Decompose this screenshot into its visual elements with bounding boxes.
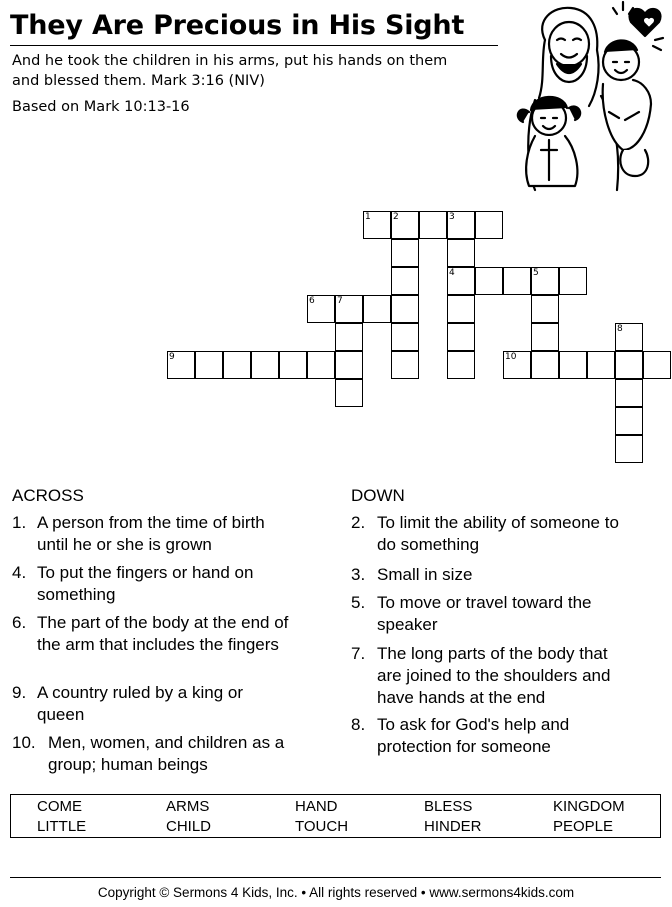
clue-number: 7.	[351, 644, 366, 663]
word-bank-word: ARMS	[166, 798, 210, 815]
across-clue-3	[12, 612, 357, 656]
crossword-cell[interactable]	[363, 211, 391, 239]
clue-number: 4	[449, 268, 455, 278]
clue-text: To move or travel toward the	[377, 593, 592, 612]
crossword-cell[interactable]	[475, 267, 503, 295]
crossword-cell[interactable]	[307, 351, 335, 379]
clue-number: 9	[169, 352, 175, 362]
down-clue-3	[351, 592, 672, 636]
across-clue-1	[12, 512, 357, 556]
clue-text: To put the fingers or hand on	[37, 563, 254, 582]
crossword-cell[interactable]	[335, 351, 363, 379]
clue-number: 2.	[351, 513, 366, 532]
clue-number: 10	[505, 352, 517, 362]
crossword-cell[interactable]	[559, 267, 587, 295]
word-bank-word: TOUCH	[295, 818, 349, 835]
word-bank-word: LITTLE	[37, 818, 87, 835]
clue-number: 7	[337, 296, 343, 306]
crossword-cell[interactable]	[643, 351, 671, 379]
crossword-cell[interactable]	[335, 323, 363, 351]
clue-text: protection for someone	[377, 737, 551, 756]
down-heading: DOWN	[351, 486, 405, 505]
clue-number: 1.	[12, 513, 27, 532]
crossword-cell[interactable]	[391, 239, 419, 267]
crossword-cell[interactable]	[279, 351, 307, 379]
clue-text: do something	[377, 535, 480, 554]
clue-text: Small in size	[377, 565, 473, 584]
crossword-cell[interactable]	[531, 351, 559, 379]
across-clue-2	[12, 562, 357, 606]
clue-text: queen	[37, 705, 85, 724]
clue-number: 5	[533, 268, 539, 278]
down-clue-5	[351, 714, 672, 758]
crossword-cell[interactable]	[223, 351, 251, 379]
clue-text: To ask for God's help and	[377, 715, 570, 734]
crossword-cell[interactable]	[503, 351, 531, 379]
word-bank	[10, 794, 661, 838]
word-bank-word: COME	[37, 798, 82, 815]
crossword-cell[interactable]	[531, 267, 559, 295]
clue-number: 5.	[351, 593, 366, 612]
clue-number: 6	[309, 296, 315, 306]
down-clue-4	[351, 643, 672, 709]
crossword-cell[interactable]	[391, 267, 419, 295]
crossword-cell[interactable]	[391, 211, 419, 239]
clue-text: To limit the ability of someone to	[377, 513, 619, 532]
footer-divider	[10, 877, 661, 878]
word-bank-word: BLESS	[424, 798, 473, 815]
crossword-cell[interactable]	[615, 351, 643, 379]
clue-text: until he or she is grown	[37, 535, 212, 554]
crossword-cell[interactable]	[391, 323, 419, 351]
crossword-cell[interactable]	[615, 323, 643, 351]
clue-text: something	[37, 585, 116, 604]
crossword-cell[interactable]	[531, 323, 559, 351]
across-clue-4	[12, 682, 357, 726]
crossword-cell[interactable]	[475, 211, 503, 239]
crossword-cell[interactable]	[503, 267, 531, 295]
crossword-cell[interactable]	[447, 211, 475, 239]
clue-number: 8	[617, 324, 623, 334]
crossword-cell[interactable]	[391, 351, 419, 379]
crossword-cell[interactable]	[447, 323, 475, 351]
crossword-cell[interactable]	[419, 211, 447, 239]
clue-number: 3.	[351, 565, 366, 584]
clue-text: Men, women, and children as a	[48, 733, 285, 752]
word-bank-word: CHILD	[166, 818, 212, 835]
clue-number: 3	[449, 212, 455, 222]
across-heading: ACROSS	[12, 486, 84, 505]
crossword-cell[interactable]	[195, 351, 223, 379]
clue-text: A person from the time of birth	[37, 513, 265, 532]
crossword-cell[interactable]	[447, 239, 475, 267]
copyright-footer: Copyright © Sermons 4 Kids, Inc. • All rights reserved • www.sermons4kids.com	[97, 885, 575, 900]
crossword-cell[interactable]	[615, 435, 643, 463]
crossword-cell[interactable]	[363, 295, 391, 323]
clue-text: A country ruled by a king or	[37, 683, 244, 702]
clue-text: the arm that includes the fingers	[37, 635, 279, 654]
crossword-cell[interactable]	[391, 295, 419, 323]
crossword-cell[interactable]	[531, 295, 559, 323]
down-clue-1	[351, 512, 672, 556]
clue-number: 8.	[351, 715, 366, 734]
crossword-cell[interactable]	[251, 351, 279, 379]
clue-text: are joined to the shoulders and	[377, 666, 611, 685]
clue-number: 6.	[12, 613, 27, 632]
crossword-cell[interactable]	[615, 407, 643, 435]
word-bank-word: KINGDOM	[553, 798, 625, 815]
crossword-cell[interactable]	[447, 351, 475, 379]
crossword-cell[interactable]	[615, 379, 643, 407]
crossword-cell[interactable]	[559, 351, 587, 379]
crossword-cell[interactable]	[447, 267, 475, 295]
clue-number: 1	[365, 212, 371, 222]
crossword-cell[interactable]	[167, 351, 195, 379]
clue-text: speaker	[377, 615, 438, 634]
verse-line: And he took the children in his arms, put his hands on them	[12, 53, 448, 69]
crossword-cell[interactable]	[335, 295, 363, 323]
verse-line: and blessed them. Mark 3:16 (NIV)	[12, 73, 265, 89]
clue-number: 2	[393, 212, 399, 222]
clue-text: The part of the body at the end of	[37, 613, 289, 632]
clue-number: 9.	[12, 683, 27, 702]
clue-text: group; human beings	[48, 755, 208, 774]
crossword-cell[interactable]	[587, 351, 615, 379]
scripture-reference: Based on Mark 10:13-16	[12, 99, 190, 115]
across-clue-5	[12, 732, 368, 776]
word-bank-word: HAND	[295, 798, 338, 815]
word-bank-word: PEOPLE	[553, 818, 614, 835]
clue-text: The long parts of the body that	[377, 644, 608, 663]
crossword-cell[interactable]	[307, 295, 335, 323]
down-clue-2	[351, 564, 672, 586]
clue-number: 4.	[12, 563, 27, 582]
crossword-cell[interactable]	[447, 295, 475, 323]
page-title: They Are Precious in His Sight	[10, 10, 465, 41]
word-bank-word: HINDER	[424, 818, 482, 835]
clue-text: have hands at the end	[377, 688, 546, 707]
clue-number: 10.	[12, 733, 36, 752]
crossword-cell[interactable]	[335, 379, 363, 407]
